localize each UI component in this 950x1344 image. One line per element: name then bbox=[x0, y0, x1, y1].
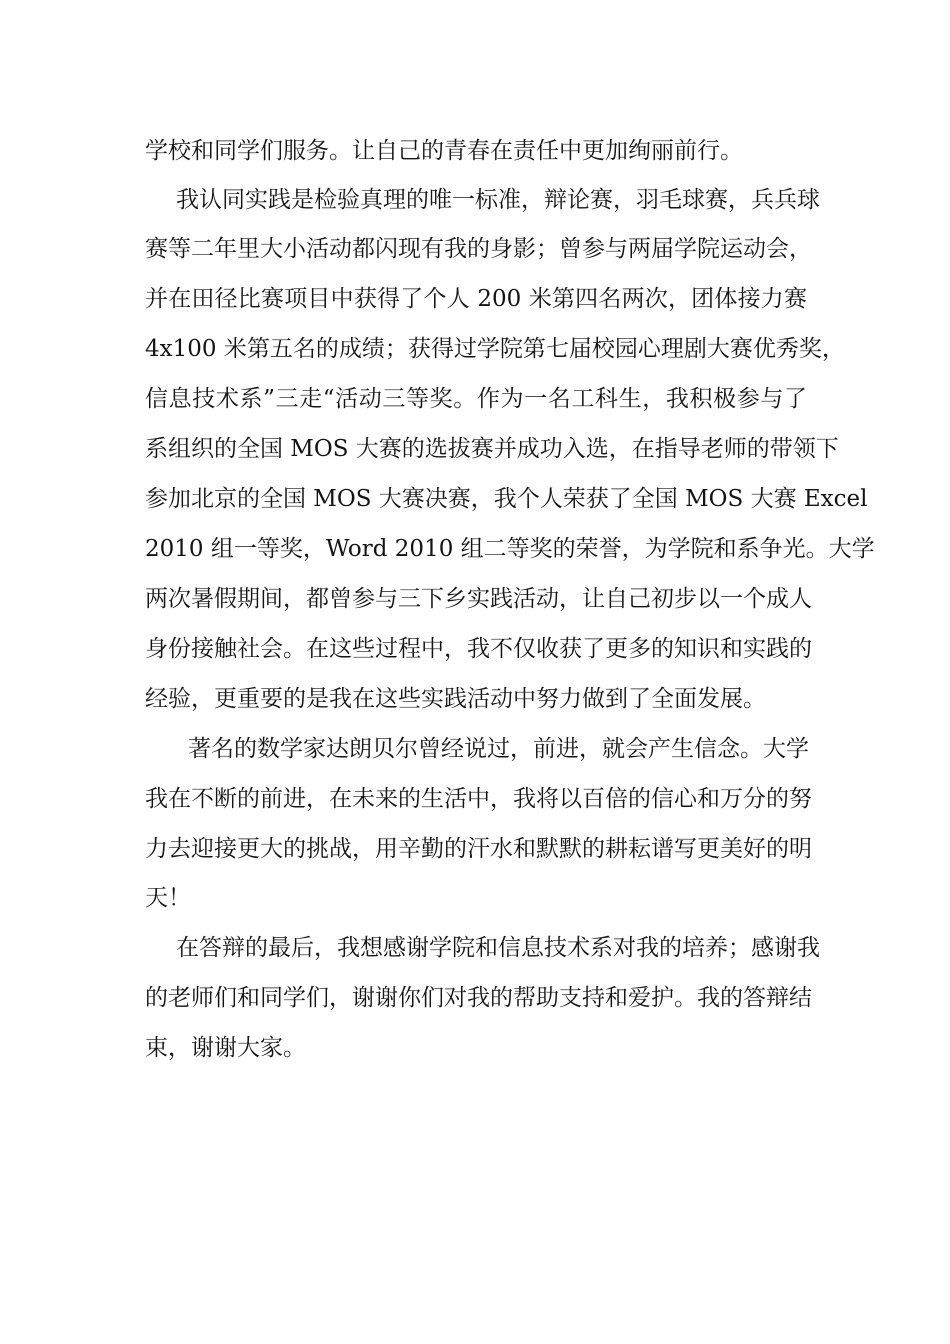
text-line: 在答辩的最后，我想感谢学院和信息技术系对我的培养；感谢我 bbox=[176, 935, 820, 961]
text-line: 2010 组一等奖，Word 2010 组二等奖的荣誉，为学院和系争光。大学 bbox=[145, 536, 875, 562]
text-line: 参加北京的全国 MOS 大赛决赛，我个人荣获了全国 MOS 大赛 Excel bbox=[145, 486, 868, 512]
text-line: 身份接触社会。在这些过程中，我不仅收获了更多的知识和实践的 bbox=[145, 636, 812, 662]
text-line: 4x100 米第五名的成绩；获得过学院第七届校园心理剧大赛优秀奖， bbox=[145, 336, 845, 362]
text-line: 的老师们和同学们，谢谢你们对我的帮助支持和爱护。我的答辩结 bbox=[145, 985, 812, 1011]
text-line: 著名的数学家达朗贝尔曾经说过，前进，就会产生信念。大学 bbox=[188, 736, 809, 762]
text-line: 赛等二年里大小活动都闪现有我的身影；曾参与两届学院运动会， bbox=[145, 236, 812, 262]
text-line: 经验，更重要的是我在这些实践活动中努力做到了全面发展。 bbox=[145, 686, 766, 712]
text-line: 天！ bbox=[145, 885, 191, 911]
text-line: 学校和同学们服务。让自己的青春在责任中更加绚丽前行。 bbox=[145, 138, 743, 164]
text-line: 我认同实践是检验真理的唯一标准，辩论赛，羽毛球赛，兵兵球 bbox=[176, 187, 820, 213]
text-line: 两次暑假期间，都曾参与三下乡实践活动，让自己初步以一个成人 bbox=[145, 586, 812, 612]
text-line: 我在不断的前进，在未来的生活中，我将以百倍的信心和万分的努 bbox=[145, 786, 812, 812]
text-line: 束，谢谢大家。 bbox=[145, 1035, 306, 1061]
text-line: 信息技术系”三走“活动三等奖。作为一名工科生，我积极参与了 bbox=[145, 386, 807, 412]
text-line: 力去迎接更大的挑战，用辛勤的汗水和默默的耕耘谱写更美好的明 bbox=[145, 836, 812, 862]
text-line: 并在田径比赛项目中获得了个人 200 米第四名两次，团体接力赛 bbox=[145, 286, 807, 312]
text-line: 系组织的全国 MOS 大赛的选拔赛并成功入选，在指导老师的带领下 bbox=[145, 436, 839, 462]
